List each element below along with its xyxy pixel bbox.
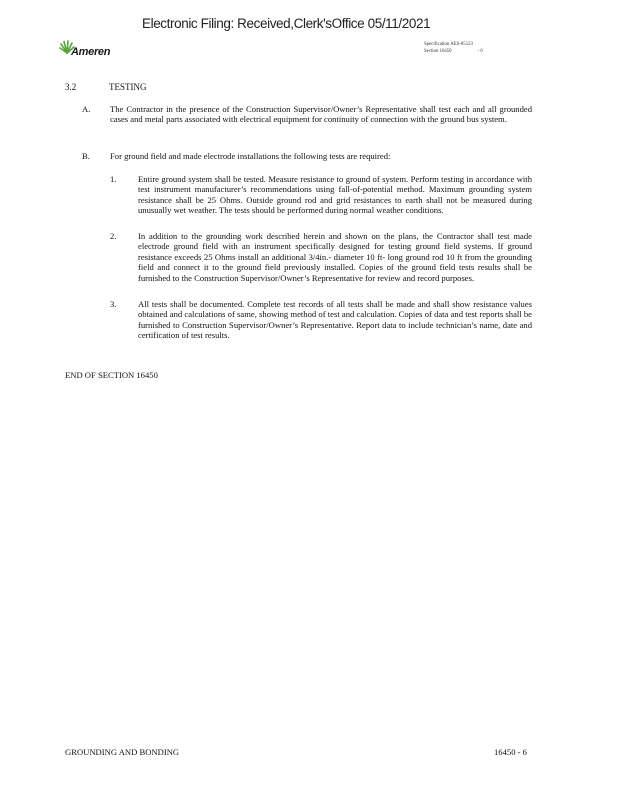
subitem-1-marker: 1.: [110, 174, 117, 184]
section-number: 3.2: [65, 82, 77, 92]
footer-title: GROUNDING AND BONDING: [65, 747, 180, 757]
subitem-3-text: All tests shall be documented. Complete test records of all tests shall be made and shall show resistance values obtained and calculations of same, showing method of test and calculation. Copies of data and test reports shall be furnished to Construction Supervisor/Owner’s Representative. Report data to include technician’s name, date and certification of test results.: [138, 299, 532, 341]
item-b-marker: B.: [82, 151, 90, 161]
footer-page-number: 16450 - 6: [494, 747, 527, 757]
spec-page: - 6: [477, 48, 483, 54]
item-a-marker: A.: [82, 104, 91, 114]
subitem-3-marker: 3.: [110, 299, 117, 309]
spec-reference: [424, 42, 483, 55]
filing-stamp: Electronic Filing: Received,Clerk'sOffice 05/11/2021: [142, 16, 431, 31]
ameren-logo: [58, 40, 118, 62]
spec-number: Specification AES-05123: [424, 42, 473, 47]
spec-section: Section 16450: [424, 48, 452, 54]
subitem-1-text: Entire ground system shall be tested. Measure resistance to ground of system. Perform testing in accordance with test instrument manufacturer’s recommendations using fall-of-potential method. Maximum grounding system resistance shall be 25 Ohms. Outside ground rod and grid resistances to earth shall not be measured during unusually wet weather. The tests should be performed during normal weather conditions.: [138, 174, 532, 216]
section-title: TESTING: [109, 82, 147, 92]
item-a-text: The Contractor in the presence of the Construction Supervisor/Owner’s Representative shall test each and all grounded cases and metal parts associated with electrical equipment for continuity of connection with the ground bus system.: [110, 104, 532, 125]
item-b-text: For ground field and made electrode installations the following tests are required:: [110, 151, 391, 161]
subitem-2-text: In addition to the grounding work described herein and shown on the plans, the Contractor shall test made electrode ground field with an instrument specifically designed for testing ground field systems. If ground resistance exceeds 25 Ohms install an additional 3/4in.- diameter 10 ft- long ground rod 10 ft from the grounding field and connect it to the ground field previously installed. Copies of the ground field tests results shall be furnished to the Construction Supervisor/Owner’s Representative for review and record purposes.: [138, 231, 532, 283]
subitem-2-marker: 2.: [110, 231, 117, 241]
logo-text: Ameren: [71, 46, 111, 58]
end-of-section: END OF SECTION 16450: [65, 370, 158, 380]
